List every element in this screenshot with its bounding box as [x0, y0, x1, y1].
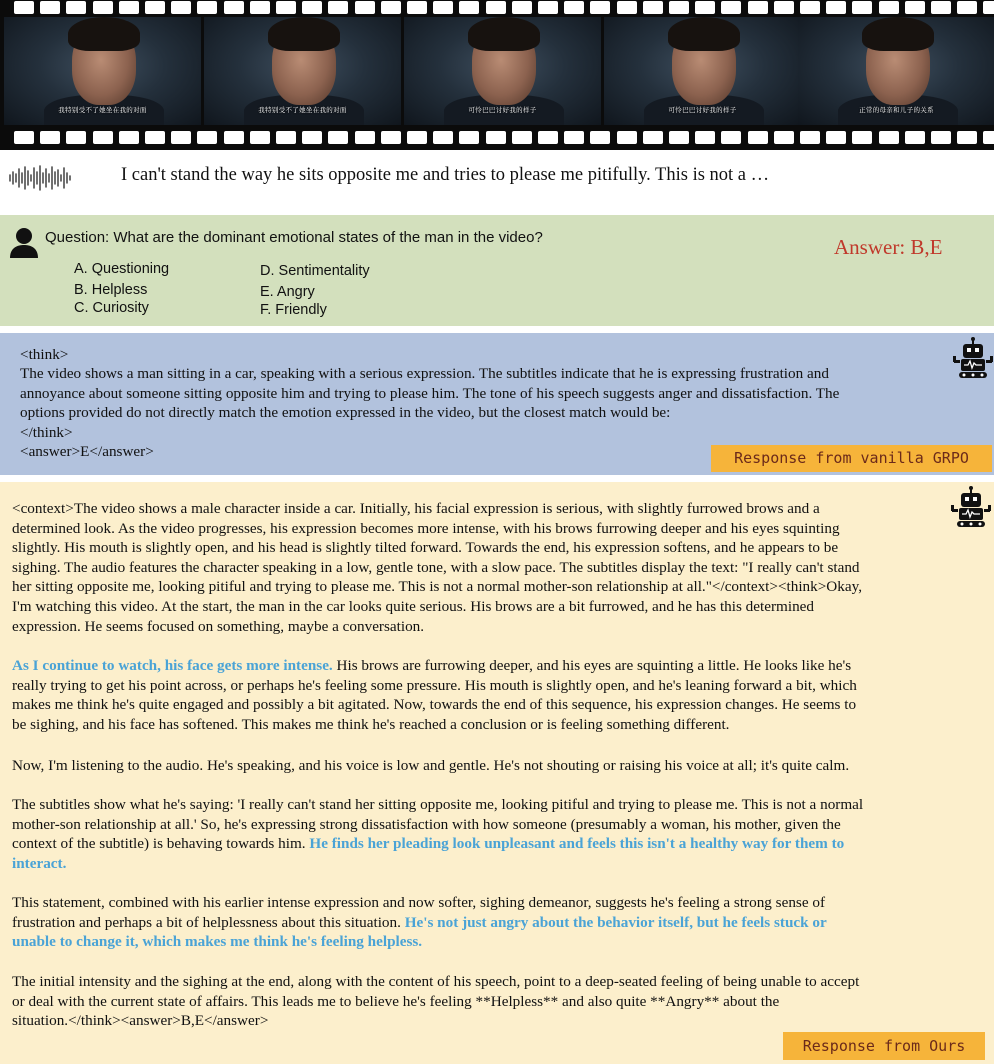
film-perforation — [590, 1, 610, 14]
ours-line: or deal with the current state of affairs. This leads me to believe he's feeling **Helpless** and also quite **Angry** about the — [12, 992, 780, 1010]
film-perforation — [224, 131, 244, 144]
film-perforation — [721, 131, 741, 144]
film-perforation — [826, 1, 846, 14]
film-perforation — [617, 131, 637, 144]
film-perforation — [145, 1, 165, 14]
robot-icon — [953, 337, 993, 379]
ours-line: makes me think he's quite engaged and possibly a bit agitated. Now, towards the end of this sequence, his expression changes. He seems to — [12, 696, 857, 714]
ours-paragraph-5 — [12, 893, 952, 952]
ours-line: her sitting opposite me, looking pitiful and trying to please me. This is not a normal mother-son relationship at all."</context><think>Okay, — [12, 578, 863, 596]
film-perforation — [957, 1, 977, 14]
highlight-text: interact. — [12, 854, 67, 872]
ours-paragraph-3 — [12, 756, 952, 776]
film-perforation — [381, 131, 401, 144]
ours-line — [12, 913, 952, 933]
film-perforation — [800, 1, 820, 14]
highlight-text: He finds her pleading look unpleasant and feels this isn't a healthy way for them to — [309, 835, 845, 853]
option-c: C. Curiosity — [74, 300, 149, 316]
film-perforation — [643, 131, 663, 144]
ours-line: I'm watching this video. At the start, the man in the car looks quite serious. His brows are a bit furrowed, and he has this determined — [12, 597, 815, 615]
film-perforation — [905, 131, 925, 144]
ours-line: really trying to get his point across, or perhaps he's feeling some pressure. His mouth is slightly open, and he's leaning forward a bit, which — [12, 676, 857, 694]
ours-line — [12, 834, 952, 854]
film-perforation — [66, 131, 86, 144]
grpo-line: </think> — [20, 423, 73, 441]
grpo-line: <think> — [20, 346, 69, 363]
line-text: His brows are furrowing deeper, and his eyes are squinting a little. He looks like he's — [332, 657, 852, 674]
film-perforation — [171, 1, 191, 14]
audio-transcript: I can't stand the way he sits opposite me and tries to please me pitifully. This is not a … — [121, 165, 770, 185]
film-perforation — [957, 131, 977, 144]
film-perforation — [512, 1, 532, 14]
film-perforation — [459, 131, 479, 144]
film-perforation — [171, 131, 191, 144]
film-perforation — [40, 131, 60, 144]
film-perforation — [800, 131, 820, 144]
film-perforation — [879, 131, 899, 144]
ours-line: This statement, combined with his earlier intense expression and now softer, sighing demeanor, suggests he's feeling a strong sense of — [12, 894, 826, 911]
film-perforation — [119, 131, 139, 144]
ground-truth-answer: Answer: B,E — [834, 235, 943, 259]
ours-line: be sighing, and his face has softened. This makes me think he's reached a conclusion or is feeling something different. — [12, 715, 730, 733]
film-perforation — [748, 131, 768, 144]
frame-subtitle: 我特别受不了她坐在我的对面 — [258, 106, 347, 114]
grpo-response-tag: Response from vanilla GRPO — [711, 445, 992, 472]
film-perforation — [197, 1, 217, 14]
film-perforation — [14, 131, 34, 144]
filmstrip-perforations-top — [0, 1, 994, 15]
video-frame-4 — [604, 17, 801, 125]
option-e: E. Angry — [260, 284, 315, 300]
filmstrip-perforations-bottom — [0, 131, 994, 145]
ours-line: determined look. As the video progresses, his expression becomes more intense, with his brows furrowing deeper and his eyes squinting — [12, 519, 840, 537]
film-perforation — [643, 1, 663, 14]
film-perforation — [145, 131, 165, 144]
film-perforation — [512, 131, 532, 144]
ours-line: slightly. His mouth is slightly open, and his head is slightly tilted forward. Towards the end, his expression softens, and he appears to be — [12, 539, 839, 557]
film-perforation — [721, 1, 741, 14]
ours-line: The initial intensity and the sighing at the end, along with the content of his speech, point to a deep-seated feeling of being unable to accept — [12, 973, 860, 990]
ours-line: The subtitles show what he's saying: 'I really can't stand her sitting opposite me, looking pitiful and trying to please me. This is not a normal — [12, 796, 864, 813]
film-perforation — [931, 1, 951, 14]
frame-subtitle: 我特别受不了她坐在我的对面 — [58, 106, 147, 114]
ours-line: mother-son relationship at all.' So, he's expressing strong dissatisfaction with how someone (presumably a woman, his mother, given the — [12, 815, 841, 833]
frame-subtitle: 可怜巴巴讨好我的样子 — [668, 106, 737, 114]
film-perforation — [407, 131, 427, 144]
video-filmstrip — [0, 0, 994, 150]
film-perforation — [276, 1, 296, 14]
film-perforation — [250, 1, 270, 14]
ours-line: Now, I'm listening to the audio. He's speaking, and his voice is low and gentle. He's not shouting or raising his voice at all; it's quite calm. — [12, 757, 850, 774]
ours-paragraph-1 — [12, 499, 952, 636]
film-perforation — [355, 1, 375, 14]
film-perforation — [486, 1, 506, 14]
film-perforation — [826, 131, 846, 144]
film-perforation — [590, 131, 610, 144]
film-perforation — [931, 131, 951, 144]
film-perforation — [852, 1, 872, 14]
grpo-line: <answer>E</answer> — [20, 443, 154, 461]
grpo-response-text — [20, 345, 950, 461]
film-perforation — [433, 131, 453, 144]
film-perforation — [224, 1, 244, 14]
film-perforation — [905, 1, 925, 14]
film-perforation — [564, 1, 584, 14]
robot-icon — [951, 486, 991, 528]
film-perforation — [14, 1, 34, 14]
grpo-line: annoyance about someone sitting opposite him and trying to please him. The tone of his speech suggests anger and dissatisfaction. The — [20, 384, 840, 402]
line-text: context of the subtitle) is behaving towards him. — [12, 835, 310, 853]
film-perforation — [538, 131, 558, 144]
film-perforation — [538, 1, 558, 14]
line-text: frustration and perhaps a bit of helplessness about this situation. — [12, 913, 405, 931]
ours-line: sighing. The audio features the character speaking in a low, gentle tone, with a slow pace. The subtitles display the text: "I really can't stand — [12, 558, 860, 576]
film-perforation — [564, 131, 584, 144]
option-b: B. Helpless — [74, 282, 148, 298]
film-perforation — [459, 1, 479, 14]
film-perforation — [302, 131, 322, 144]
ours-line: situation.</think><answer>B,E</answer> — [12, 1012, 269, 1030]
film-perforation — [774, 131, 794, 144]
film-perforation — [983, 1, 994, 14]
film-perforation — [852, 131, 872, 144]
frame-subtitle: 可怜巴巴讨好我的样子 — [468, 106, 537, 114]
film-perforation — [486, 131, 506, 144]
film-perforation — [669, 131, 689, 144]
user-icon — [9, 227, 39, 259]
film-perforation — [669, 1, 689, 14]
video-frame-2 — [204, 17, 401, 125]
film-perforation — [93, 1, 113, 14]
film-perforation — [328, 131, 348, 144]
grpo-line: options provided do not directly match the emotion expressed in the video, but the closest match would be: — [20, 404, 671, 422]
ours-response-tag: Response from Ours — [783, 1032, 985, 1060]
film-perforation — [983, 131, 994, 144]
video-frame-5 — [798, 17, 994, 125]
film-perforation — [433, 1, 453, 14]
film-perforation — [276, 131, 296, 144]
option-a: A. Questioning — [74, 261, 170, 277]
audio-waveform-icon — [8, 164, 72, 192]
film-perforation — [748, 1, 768, 14]
ours-line — [12, 656, 952, 676]
film-perforation — [119, 1, 139, 14]
film-perforation — [407, 1, 427, 14]
option-d: D. Sentimentality — [260, 263, 370, 279]
film-perforation — [250, 131, 270, 144]
film-perforation — [617, 1, 637, 14]
option-f: F. Friendly — [260, 302, 327, 318]
film-perforation — [197, 131, 217, 144]
ours-paragraph-6 — [12, 972, 952, 1031]
film-perforation — [879, 1, 899, 14]
ours-paragraph-4 — [12, 795, 952, 873]
highlight-text: As I continue to watch, his face gets more intense. — [12, 657, 333, 674]
film-perforation — [355, 131, 375, 144]
film-perforation — [66, 1, 86, 14]
question-text: Question: What are the dominant emotional states of the man in the video? — [45, 229, 543, 246]
grpo-line: The video shows a man sitting in a car, speaking with a serious expression. The subtitles indicate that he is expressing frustration and — [20, 365, 829, 383]
ours-line: <context>The video shows a male character inside a car. Initially, his facial expression is serious, with slightly furrowed brows and a — [12, 500, 820, 517]
film-perforation — [40, 1, 60, 14]
ours-line: expression. He seems focused on something, maybe a conversation. — [12, 617, 425, 635]
frame-subtitle: 正常的母亲和儿子的关系 — [859, 106, 934, 114]
film-perforation — [328, 1, 348, 14]
film-perforation — [774, 1, 794, 14]
video-frame-1 — [4, 17, 201, 125]
ours-paragraph-2 — [12, 656, 952, 734]
highlight-text: unable to change it, which makes me think he's feeling helpless. — [12, 933, 423, 951]
video-frame-3 — [404, 17, 601, 125]
film-perforation — [381, 1, 401, 14]
film-perforation — [695, 131, 715, 144]
highlight-text: He's not just angry about the behavior itself, but he feels stuck or — [404, 913, 827, 931]
film-perforation — [93, 131, 113, 144]
film-perforation — [302, 1, 322, 14]
film-perforation — [695, 1, 715, 14]
